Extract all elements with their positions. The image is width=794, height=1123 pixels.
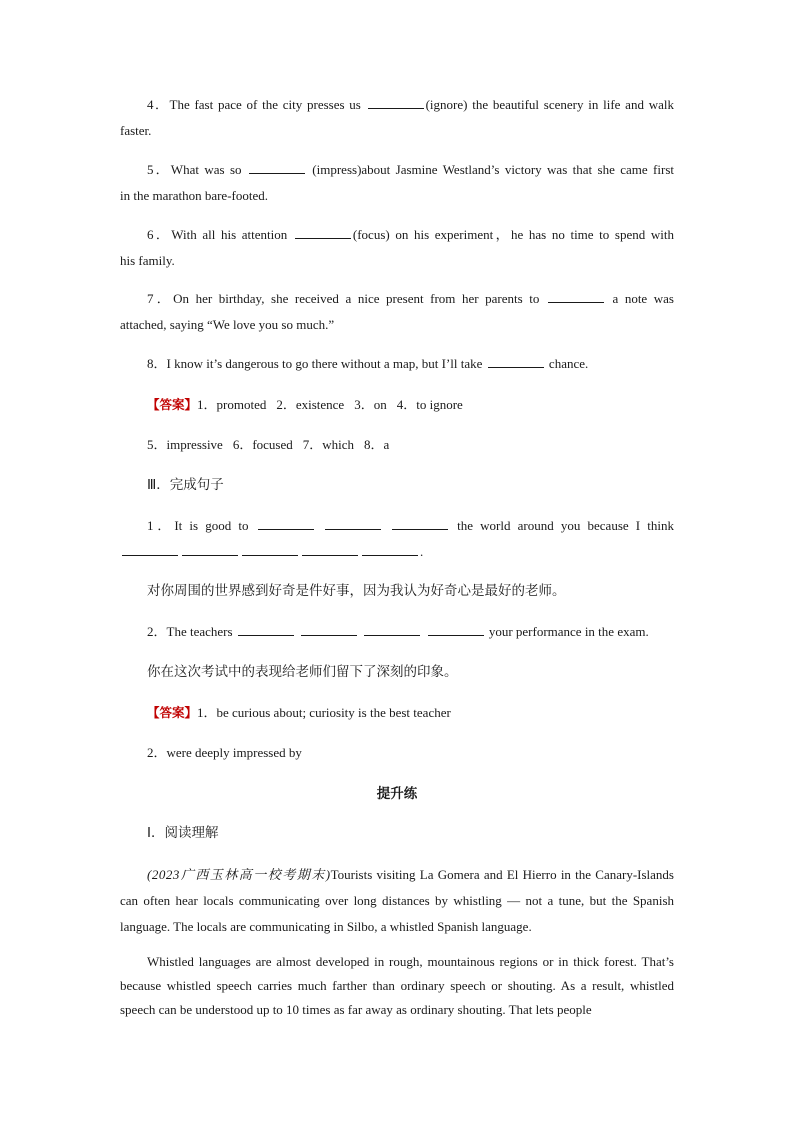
answer-item: 3．on [354, 397, 387, 412]
exercise-item-5-cont: in the marathon bare-footed. [120, 188, 268, 203]
reading-paragraph-2: Whistled languages are almost developed in rough, mountainous regions or in thick forest. That’s because whistled speech carries much farther than ordinary speech or shouting. As a result, whistled speech can be understood up to 10 times as far away as ordinary shouting. That lets people [120, 954, 674, 1017]
item-text: (impress)about Jasmine Westland’s victory was that she came first [306, 162, 674, 177]
answer-item: 1．be curious about; curiosity is the best teacher [197, 705, 451, 720]
answer-blank [428, 622, 484, 636]
answer-blank [548, 289, 604, 303]
paragraph-text: Tourists visiting La Gomera and El Hierro in the Canary-Islands can often hear locals communicating over long distances by whistling — not a tune, but the Spanish language. The locals are communicating in Silbo, a whistled Spanish language. [120, 867, 674, 934]
item-text: (focus) on his experiment，he has no time to spend with [352, 227, 674, 242]
item-number: 2． [147, 624, 167, 639]
item-number: 7． [147, 291, 174, 306]
answer-blank [238, 622, 294, 636]
exercise-item-6-cont: his family. [120, 253, 175, 268]
answer-blank [242, 542, 298, 556]
section-heading: Ⅰ．阅读理解 [147, 825, 219, 841]
item-text: On her birthday, she received a nice present from her parents to [173, 291, 546, 306]
answer-item: 7．which [302, 437, 355, 452]
exercise-item-7-cont: attached, saying “We love you so much.” [120, 317, 335, 332]
sentence-item-1-blanks: . [120, 539, 674, 565]
item-text: (ignore) the beautiful scenery in life and walk [425, 97, 674, 112]
sentence-item-1 [120, 513, 674, 539]
source-note: (2023广西玉林高一校考期末) [147, 867, 331, 882]
section-heading: Ⅲ．完成句子 [147, 477, 224, 493]
item-number: 8． [147, 356, 167, 371]
practice-title: 提升练 [376, 786, 418, 802]
exercise-item-8 [120, 351, 674, 377]
sentence-item-1-translation: 对你周围的世界感到好奇是件好事，因为我认为好奇心是最好的老师。 [147, 583, 566, 599]
answer-item: 1．promoted [197, 397, 267, 412]
answer-key-line-1 [120, 392, 674, 418]
answer-item: 4．to ignore [396, 397, 463, 412]
item-number: 1． [147, 518, 175, 533]
item-text: a note was [605, 291, 674, 306]
item-text: The teachers [166, 624, 233, 639]
exercise-item-7 [120, 286, 674, 312]
answer-blank [362, 542, 418, 556]
answer-item: 2．existence [276, 397, 345, 412]
answer-blank [301, 622, 357, 636]
answer-blank [364, 622, 420, 636]
answer-blank [295, 225, 351, 239]
item-text: What was so [170, 162, 247, 177]
item-number: 6． [147, 227, 172, 242]
item-text: It is good to [174, 518, 249, 533]
answer-label: 【答案】 [147, 705, 198, 720]
answer-blank [392, 516, 448, 530]
answer-blank [368, 95, 424, 109]
sentence-item-2-translation: 你在这次考试中的表现给老师们留下了深刻的印象。 [147, 664, 458, 680]
answer-key-line-2 [120, 432, 674, 458]
exercise-item-5 [120, 157, 674, 183]
answer-blank [122, 542, 178, 556]
answer-item: 5．impressive [147, 437, 223, 452]
item-text: chance. [545, 356, 589, 371]
answer-blank [302, 542, 358, 556]
answer-blank [488, 354, 544, 368]
exercise-item-4 [120, 92, 674, 118]
answer-blank [258, 516, 314, 530]
answer-blank [182, 542, 238, 556]
answer-item: 8．a [364, 437, 390, 452]
item-text: The fast pace of the city presses us [169, 97, 366, 112]
sentence-item-2 [120, 619, 674, 645]
exercise-item-6 [120, 222, 674, 248]
item-number: 5． [147, 162, 171, 177]
reading-paragraph-1 [120, 862, 674, 940]
answer-blank [325, 516, 381, 530]
answer-item: 6．focused [232, 437, 293, 452]
exercise-item-4-cont: faster. [120, 123, 152, 138]
answer-key-line-3 [120, 700, 674, 726]
answer-blank [249, 160, 305, 174]
answer-label: 【答案】 [147, 397, 198, 412]
item-text: I know it’s dangerous to go there without a map, but I’ll take [166, 356, 486, 371]
item-text: your performance in the exam. [488, 624, 649, 639]
item-text: the world around you because I think [457, 518, 675, 533]
item-number: 4． [147, 97, 170, 112]
item-text: With all his attention [171, 227, 293, 242]
answer-key-line-4: 2．were deeply impressed by [147, 745, 302, 760]
